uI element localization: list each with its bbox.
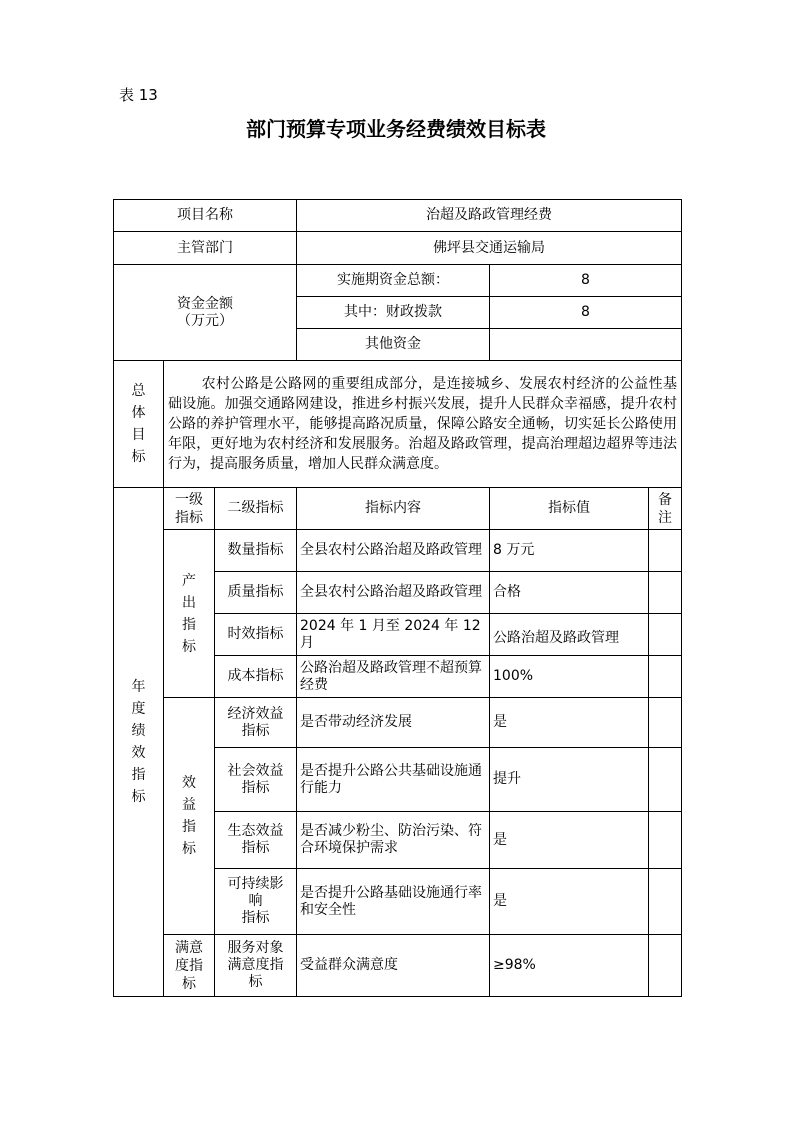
benefit-indicators-label: 效益指标 — [164, 698, 215, 935]
value-cost: 100% — [490, 656, 649, 698]
level2-social: 社会效益 指标 — [215, 748, 297, 812]
overall-goal-text: 农村公路是公路网的重要组成部分，是连接城乡、发展农村经济的公益性基础设施。加强交通路网建设，推进乡村振兴发展，提升人民群众幸福感，提升农村公路的养护管理水平，能够提高路况质量，保障公路安全通畅，切实延长公路使用年限，更好地为农村经济和发展服务。治超及路政管理，提高治理超边超界等违法行为，提高服务质量，增加人民群众满意度。 — [164, 361, 682, 488]
department-label: 主管部门 — [114, 232, 297, 265]
header-level1: 一级指标 — [164, 488, 215, 530]
project-name-label: 项目名称 — [114, 200, 297, 232]
content-quantity: 全县农村公路治超及路政管理 — [297, 530, 490, 572]
remark-sustainable — [649, 869, 682, 935]
header-value: 指标值 — [490, 488, 649, 530]
remark-satisfaction — [649, 935, 682, 997]
overall-goal-label: 总体目标 — [114, 361, 164, 488]
value-ecological: 是 — [490, 812, 649, 869]
funds-label-line2: （万元） — [177, 312, 233, 329]
row-output-quantity — [114, 530, 682, 572]
header-level2: 二级指标 — [215, 488, 297, 530]
funds-total-label: 实施期资金总额： — [297, 265, 490, 297]
level2-quantity: 数量指标 — [215, 530, 297, 572]
row-overall-goal — [114, 361, 682, 488]
row-project-name — [114, 200, 682, 232]
row-indicator-headers — [114, 488, 682, 530]
output-indicators-label: 产出指标 — [164, 530, 215, 698]
value-quality: 合格 — [490, 572, 649, 614]
header-content: 指标内容 — [297, 488, 490, 530]
performance-goal-table — [113, 199, 681, 997]
funds-other-label: 其他资金 — [297, 329, 490, 361]
row-benefit-economic — [114, 698, 682, 748]
content-satisfaction: 受益群众满意度 — [297, 935, 490, 997]
row-department — [114, 232, 682, 265]
content-ecological: 是否减少粉尘、防治污染、符合环境保护需求 — [297, 812, 490, 869]
level2-timeliness: 时效指标 — [215, 614, 297, 656]
page-title: 部门预算专项业务经费绩效目标表 — [246, 117, 546, 141]
funds-label — [114, 265, 297, 361]
funds-fiscal-label: 其中：财政拨款 — [297, 297, 490, 329]
row-funds-total — [114, 265, 682, 297]
department-value: 佛坪县交通运输局 — [297, 232, 682, 265]
content-sustainable: 是否提升公路基础设施通行率和安全性 — [297, 869, 490, 935]
level2-economic: 经济效益 指标 — [215, 698, 297, 748]
table-number: 表 13 — [119, 86, 158, 104]
content-quality: 全县农村公路治超及路政管理 — [297, 572, 490, 614]
satisfaction-indicators-label: 满意 度指 标 — [164, 935, 215, 997]
remark-ecological — [649, 812, 682, 869]
value-social: 提升 — [490, 748, 649, 812]
remark-quantity — [649, 530, 682, 572]
annual-indicators-label: 年度绩效指标 — [114, 488, 164, 997]
project-name-value: 治超及路政管理经费 — [297, 200, 682, 232]
funds-other-value — [490, 329, 682, 361]
level2-quality: 质量指标 — [215, 572, 297, 614]
content-cost: 公路治超及路政管理不超预算经费 — [297, 656, 490, 698]
value-sustainable: 是 — [490, 869, 649, 935]
content-economic: 是否带动经济发展 — [297, 698, 490, 748]
content-timeliness: 2024 年 1 月至 2024 年 12 月 — [297, 614, 490, 656]
funds-label-line1: 资金金额 — [177, 295, 233, 312]
remark-economic — [649, 698, 682, 748]
funds-total-value: 8 — [490, 265, 682, 297]
value-satisfaction: ≥98% — [490, 935, 649, 997]
level2-sustainable: 可持续影 响 指标 — [215, 869, 297, 935]
remark-timeliness — [649, 614, 682, 656]
value-timeliness: 公路治超及路政管理 — [490, 614, 649, 656]
level2-ecological: 生态效益 指标 — [215, 812, 297, 869]
remark-quality — [649, 572, 682, 614]
level2-cost: 成本指标 — [215, 656, 297, 698]
content-social: 是否提升公路公共基础设施通行能力 — [297, 748, 490, 812]
level2-satisfaction: 服务对象 满意度指 标 — [215, 935, 297, 997]
funds-fiscal-value: 8 — [490, 297, 682, 329]
value-economic: 是 — [490, 698, 649, 748]
remark-cost — [649, 656, 682, 698]
header-remark: 备注 — [649, 488, 682, 530]
remark-social — [649, 748, 682, 812]
value-quantity: 8 万元 — [490, 530, 649, 572]
row-satisfaction — [114, 935, 682, 997]
